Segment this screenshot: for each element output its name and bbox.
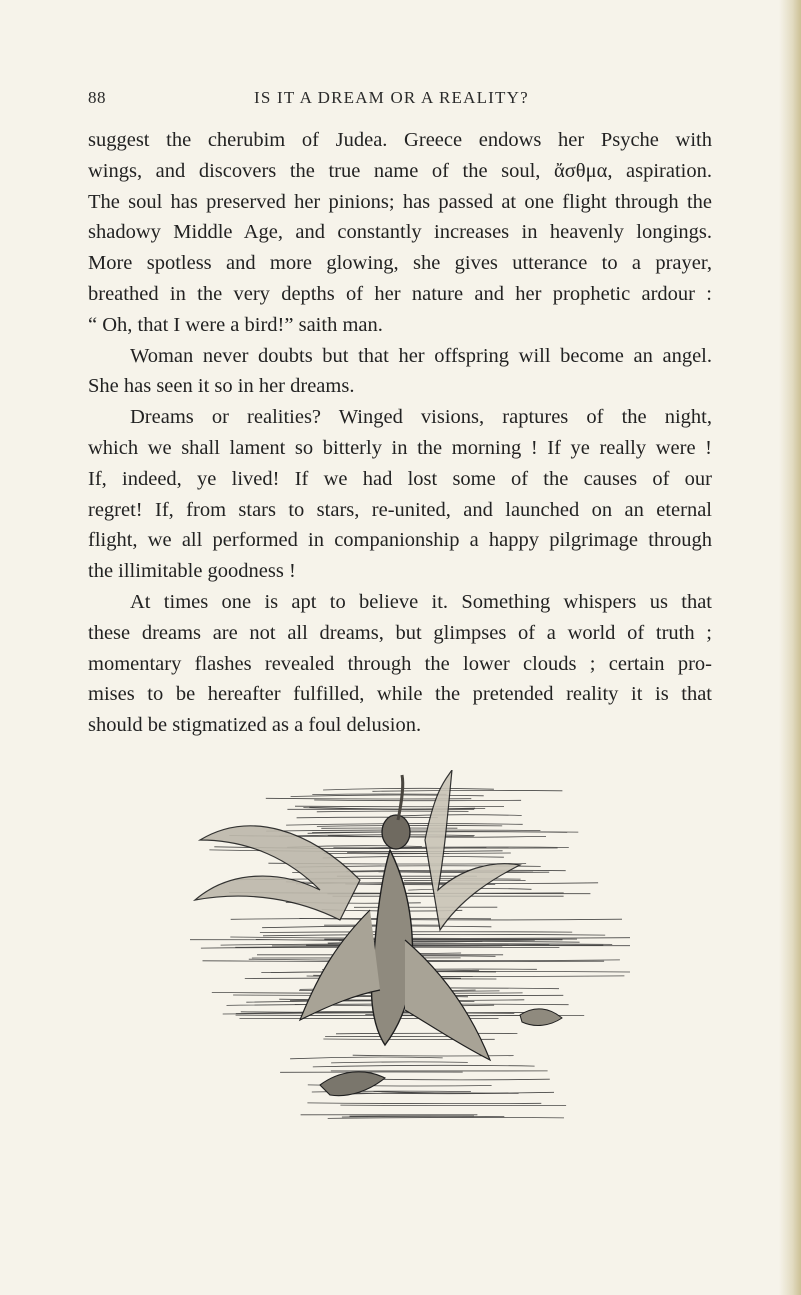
- text-line: Woman never doubts but that her offspring will become an angel.: [130, 344, 712, 367]
- cloud-hatch-line: [263, 934, 605, 935]
- text-line: “ Oh, that I were a bird!” saith man.: [88, 313, 383, 336]
- page-edge-shadow: [779, 0, 801, 1295]
- text-line: which we shall lament so bitterly in the morning ! If ye really were !: [88, 436, 712, 459]
- cloud-hatch-line: [291, 795, 484, 797]
- cloud-hatch-line: [230, 937, 630, 938]
- text-line: At times one is apt to believe it. Something whispers us that: [130, 590, 712, 613]
- text-line: momentary flashes revealed through the lower clouds ; certain pro-: [88, 652, 712, 675]
- text-line: wings, and discovers the true name of the soul, ἄσθμα, aspiration.: [88, 159, 712, 182]
- text-line: breathed in the very depths of her nature and her prophetic ardour :: [88, 282, 712, 305]
- text-line: suggest the cherubim of Judea. Greece endows her Psyche with: [88, 129, 712, 151]
- text-line: flight, we all performed in companionship a happy pilgrimage through: [88, 529, 712, 552]
- cloud-hatch-line: [390, 815, 522, 817]
- running-title: IS IT A DREAM OR A REALITY?: [254, 88, 529, 107]
- text-line: mises to be hereafter fulfilled, while the pretended reality it is that: [88, 683, 712, 706]
- cloud-hatch-line: [336, 1033, 517, 1034]
- text-line: regret! If, from stars to stars, re-united, and launched on an eternal: [88, 498, 712, 521]
- cloud-hatch-line: [313, 1065, 535, 1067]
- text-line: shadowy Middle Age, and constantly increases in heavenly longings.: [88, 221, 712, 244]
- text-line: If, indeed, ye lived! If we had lost some of the causes of our: [88, 467, 712, 490]
- cloud-hatch-line: [260, 932, 572, 933]
- cloud-hatch-line: [340, 1105, 566, 1106]
- text-line: The soul has preserved her pinions; has passed at one flight through the: [88, 190, 712, 213]
- cloud-hatch-line: [209, 850, 502, 852]
- text-line: these dreams are not all dreams, but glimpses of a world of truth ;: [88, 621, 712, 644]
- cloud-hatch-line: [323, 856, 504, 858]
- winged-figure-illustration: [190, 770, 630, 1150]
- cloud-hatch-line: [307, 1103, 541, 1104]
- cloud-hatch-line: [347, 870, 566, 871]
- page-number: 88: [88, 88, 106, 107]
- text-line: She has seen it so in her dreams.: [88, 375, 355, 398]
- body-text: [88, 125, 712, 741]
- cloud-hatch-line: [331, 1062, 468, 1063]
- cloud-hatch-line: [353, 1055, 514, 1056]
- running-head: [88, 88, 688, 112]
- cloud-hatch-line: [314, 800, 521, 801]
- cloud-hatch-line: [342, 1116, 504, 1117]
- cloud-hatch-line: [249, 959, 620, 960]
- cloud-hatch-line: [290, 1057, 443, 1059]
- text-line: Dreams or realities? Winged visions, raptures of the night,: [130, 406, 712, 429]
- cloud-hatch-line: [297, 817, 438, 818]
- text-line: the illimitable goodness !: [88, 560, 296, 583]
- cloud-hatch-line: [312, 794, 446, 795]
- text-line: should be stigmatized as a foul delusion.: [88, 714, 422, 737]
- cloud-hatch-line: [323, 788, 494, 790]
- text-line: More spotless and more glowing, she gives utterance to a prayer,: [88, 252, 712, 275]
- cloud-hatch-line: [328, 1117, 564, 1118]
